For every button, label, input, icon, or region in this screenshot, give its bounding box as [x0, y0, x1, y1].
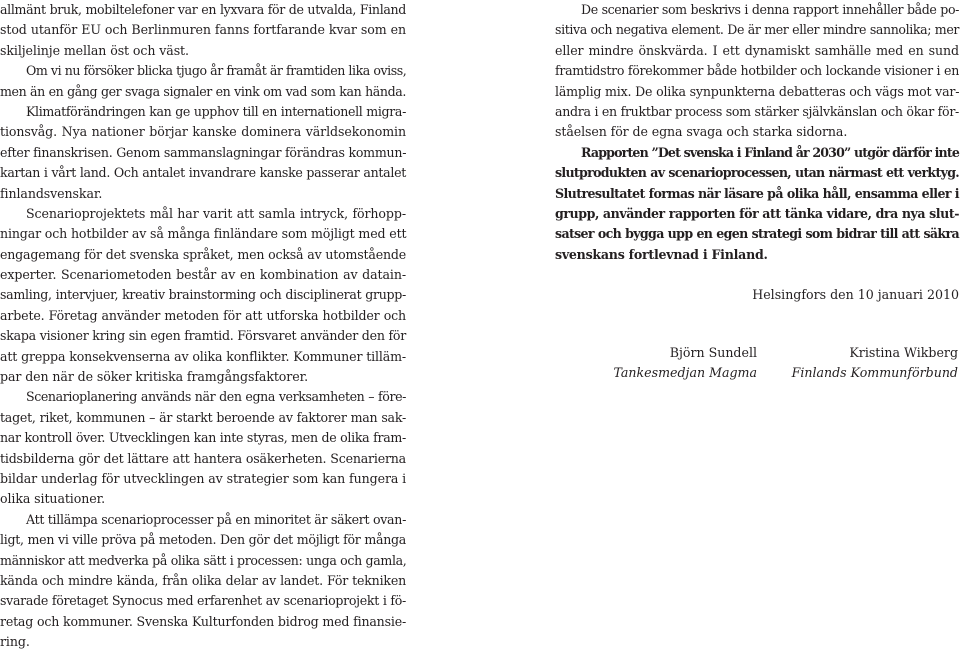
text-line: sitiva och negativa element. De är mer eller mindre sannolika; mer	[555, 22, 959, 38]
text-line: Om vi nu försöker blicka tjugo år framåt är framtiden lika oviss,	[26, 63, 407, 79]
signature-kristina-wikberg	[780, 343, 958, 384]
text-line: skiljelinje mellan öst och väst.	[0, 42, 189, 58]
text-line: eller mindre önskvärda. I ett dynamiskt samhälle med en sund	[555, 42, 959, 58]
text-line: framtidstro förekommer både hotbilder och lockande visioner i en	[555, 63, 959, 79]
text-line: arbete. Företag använder metoden för att utforska hotbilder och	[0, 307, 406, 323]
paragraph	[555, 143, 959, 265]
paragraph	[0, 61, 406, 204]
text-line: ningar och hotbilder av så många finländare som möjligt med ett	[0, 226, 407, 242]
text-line: att greppa konsekvenserna av olika konflikter. Kommuner tilläm-	[0, 348, 406, 364]
text-line: olika situationer.	[0, 491, 106, 507]
paragraph	[0, 510, 406, 653]
text-line: finlandsvenskar.	[0, 185, 103, 201]
text-line: efter finanskrisen. Genom sammanslagningar förändras kommun-	[0, 144, 407, 160]
signatory-organization: Finlands Kommunförbund	[791, 365, 958, 381]
text-line: experter. Scenariometoden består av en kombination av datain-	[0, 267, 406, 283]
text-line: retag och kommuner. Svenska Kulturfonden bidrog med finansie-	[0, 613, 406, 629]
text-line: Scenarioplanering används när den egna verksamheten – före-	[26, 389, 406, 405]
text-line: skapa visioner kring sin egen framtid. Försvaret använder den för	[0, 328, 406, 344]
text-line: ligt, men vi ville pröva på metoden. Den gör det möjligt för många	[0, 532, 406, 548]
left-text-column	[0, 0, 406, 653]
signatory-name: Kristina Wikberg	[849, 345, 958, 360]
text-line: kartan i vårt land. Och antalet invandrare kanske passerar antalet	[0, 165, 406, 181]
text-line: taget, riket, kommunen – är starkt beroende av faktorer man sak-	[0, 409, 406, 425]
text-line: bildar underlag för utvecklingen av strategier som kan fungera i	[0, 470, 407, 486]
text-line: tionsvåg. Nya nationer börjar kanske dominera världsekonomin	[0, 124, 406, 140]
text-line: par den när de söker kritiska framgångsfaktorer.	[0, 369, 309, 385]
text-line: kända och mindre kända, från olika delar av landet. För tekniken	[0, 572, 406, 588]
text-line: Slutresultatet formas när läsare på olika håll, ensamma eller i	[555, 185, 959, 201]
signatory-organization: Tankesmedjan Magma	[613, 365, 757, 381]
text-line: ring.	[0, 634, 30, 650]
text-line: Klimatförändringen kan ge upphov till en internationell migra-	[26, 103, 406, 119]
text-line: allmänt bruk, mobiltelefoner var en lyxvara för de utvalda, Finland	[0, 2, 406, 17]
text-line: människor att medverka på olika sätt i processen: unga och gamla,	[0, 552, 407, 568]
text-line: Scenarioprojektets mål har varit att samla intryck, förhopp-	[26, 205, 406, 221]
text-line: men än en gång ger svaga signaler en vink om vad som kan hända.	[0, 83, 406, 99]
text-line: ståelsen för de egna svaga och starka sidorna.	[555, 124, 848, 140]
right-text-column	[555, 0, 959, 265]
text-line: nar kontroll över. Utvecklingen kan inte styras, men de olika fram-	[0, 430, 406, 446]
text-line: De scenarier som beskrivs i denna rapport innehåller både po-	[581, 2, 959, 17]
paragraph	[0, 204, 406, 388]
text-line: lämplig mix. De olika synpunkterna debatteras och vägs mot var-	[555, 83, 960, 99]
text-line: engagemang för det svenska språket, men också av utomstående	[0, 246, 406, 262]
text-line: svenskans fortlevnad i Finland.	[555, 246, 768, 262]
signature-bjorn-sundell	[600, 343, 757, 384]
text-line: stod utanför EU och Berlinmuren fanns fortfarande kvar som en	[0, 22, 406, 38]
text-line: svarade företaget Synocus med erfarenhet av scenarioprojekt i fö-	[0, 593, 406, 609]
text-line: Rapporten ”Det svenska i Finland år 2030” utgör därför inte	[581, 144, 959, 160]
place-and-date: Helsingfors den 10 januari 2010	[752, 287, 959, 302]
text-line: samling, intervjuer, kreativ brainstorming och disciplinerat grupp-	[0, 287, 406, 303]
text-line: tidsbilderna gör det lättare att hantera osäkerheten. Scenarierna	[0, 450, 406, 466]
text-line: Att tillämpa scenarioprocesser på en minoritet är säkert ovan-	[26, 511, 407, 527]
paragraph	[0, 387, 406, 509]
text-line: satser och bygga upp en egen strategi som bidrar till att säkra	[555, 226, 959, 242]
paragraph	[555, 0, 959, 143]
signatory-name: Björn Sundell	[669, 345, 757, 360]
text-line: andra i en fruktbar process som stärker självkänslan och ökar för-	[555, 103, 959, 119]
text-line: slutprodukten av scenarioprocessen, utan närmast ett verktyg.	[555, 165, 959, 181]
paragraph	[0, 0, 406, 61]
text-line: grupp, använder rapporten för att tänka vidare, dra nya slut-	[555, 205, 959, 221]
